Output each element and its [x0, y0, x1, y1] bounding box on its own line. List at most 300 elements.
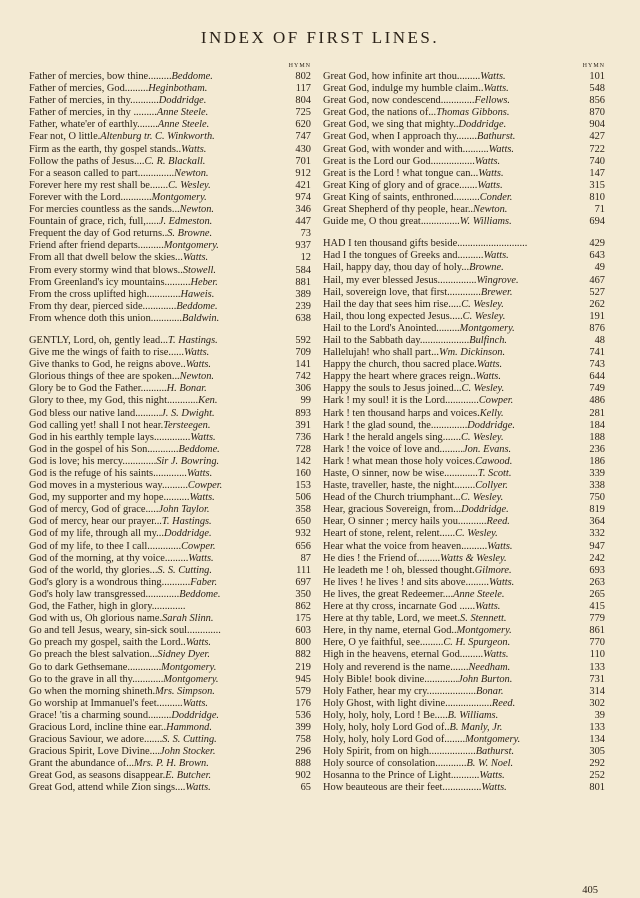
- author-name: Watts.: [487, 540, 513, 552]
- hymn-number: 175: [295, 613, 311, 625]
- index-entry: [323, 601, 605, 613]
- first-line-text: Here at thy cross, incarnate God ......: [323, 601, 476, 613]
- entry-text: [29, 383, 285, 395]
- author-name: T. Scott.: [477, 468, 512, 479]
- entry-text: [323, 528, 579, 540]
- author-name: Newton.: [179, 371, 214, 383]
- index-entry: [29, 456, 311, 468]
- first-line-text: HAD I ten thousand gifts beside...........................: [323, 238, 528, 250]
- first-line-text: Holy, holy, holy Lord God of........: [323, 734, 466, 746]
- author-name: J. Edmeston.: [158, 216, 213, 228]
- index-entry: [29, 516, 311, 528]
- index-entry: [323, 359, 605, 371]
- hymn-number: 644: [589, 371, 605, 383]
- first-line-text: Head of the Church triumphant...: [323, 492, 461, 504]
- index-entry: [29, 686, 311, 698]
- first-line-text: He leadeth me ! oh, blessed thought.: [323, 564, 475, 576]
- author-name: B. Manly, Jr.: [449, 721, 503, 733]
- author-name: Doddridge.: [458, 119, 507, 131]
- first-line-text: Haste, traveller, haste, the night........: [323, 480, 476, 492]
- hymn-number: 758: [295, 734, 311, 746]
- first-line-text: Here at thy table, Lord, we meet.: [323, 613, 461, 625]
- entry-text: [29, 192, 285, 204]
- hymn-number: 315: [589, 179, 605, 191]
- index-entry: [29, 420, 311, 432]
- author-name: Watts.: [481, 782, 507, 794]
- index-entry: [323, 335, 605, 347]
- entry-text: [29, 107, 285, 119]
- author-name: Bonar.: [476, 685, 504, 697]
- author-name: T. Hastings.: [161, 516, 212, 528]
- hymn-number: 536: [295, 709, 311, 721]
- hymn-number: 39: [594, 709, 605, 721]
- hymn-number: 65: [300, 782, 311, 794]
- index-entry: [323, 480, 605, 492]
- first-line-text: From whence doth this union............: [29, 312, 182, 324]
- index-entry: [29, 265, 311, 277]
- entry-text: [323, 192, 579, 204]
- hymn-number: 709: [295, 347, 311, 359]
- entry-text: [29, 240, 285, 252]
- author-name: Beddome.: [171, 71, 213, 82]
- first-line-text: Gracious Lord, incline thine ear..: [29, 721, 167, 733]
- author-name: Montgomery.: [456, 625, 512, 637]
- index-entry: [323, 649, 605, 661]
- first-line-text: Firm as the earth, thy gospel stands..: [29, 143, 182, 155]
- index-entry: [323, 408, 605, 420]
- index-entry: [29, 395, 311, 407]
- hymn-number: 974: [295, 191, 311, 203]
- entry-text: [29, 289, 285, 301]
- author-name: C. H. Spurgeon.: [443, 637, 511, 649]
- hymn-number: 430: [295, 143, 311, 155]
- hymn-number: 73: [300, 228, 311, 240]
- entry-text: [323, 408, 579, 420]
- index-entry: [29, 252, 311, 264]
- first-line-text: Father of mercies, bow thine.........: [29, 71, 172, 82]
- entry-text: [29, 480, 285, 492]
- right-entries: [323, 71, 605, 795]
- first-line-text: God bless our native land..........: [29, 407, 162, 419]
- hymn-number: 263: [589, 576, 605, 588]
- author-name: Cawood.: [475, 455, 513, 467]
- author-name: Watts.: [477, 179, 503, 191]
- first-line-text: Holy source of consolation............: [323, 758, 467, 770]
- index-entry: [29, 289, 311, 301]
- author-name: C. Wesley.: [460, 431, 504, 443]
- hymn-number: 722: [589, 143, 605, 155]
- index-entry: [323, 746, 605, 758]
- entry-text: [29, 371, 285, 383]
- first-line-text: High in the heavens, eternal God.........: [323, 649, 484, 661]
- author-name: Cowper.: [187, 480, 223, 492]
- hymn-number: 467: [589, 274, 605, 286]
- entry-text: [29, 119, 285, 131]
- hymn-number: 856: [589, 95, 605, 107]
- index-entry: [29, 758, 311, 770]
- entry-text: [323, 383, 579, 395]
- hymn-number: 876: [589, 322, 605, 334]
- hymn-number: 893: [295, 407, 311, 419]
- hymn-number: 415: [589, 601, 605, 613]
- entry-text: [29, 144, 285, 156]
- entry-text: [29, 589, 285, 601]
- hymn-number: 219: [295, 661, 311, 673]
- first-line-text: Holy Father, hear my cry...................: [323, 685, 477, 697]
- first-line-text: Great King of saints, enthroned..........: [323, 191, 480, 203]
- hymn-number: 49: [594, 262, 605, 274]
- index-entry: [29, 168, 311, 180]
- hymn-number: 184: [589, 419, 605, 431]
- first-line-text: Here, O ye faithful, see.........: [323, 637, 444, 649]
- hymn-number: 306: [295, 383, 311, 395]
- index-entry: [29, 565, 311, 577]
- entry-text: [323, 649, 579, 661]
- first-line-text: For a season called to part..............: [29, 167, 175, 179]
- hymn-number: 904: [589, 119, 605, 131]
- entry-text: [323, 371, 579, 383]
- hymn-number: 947: [589, 540, 605, 552]
- index-entry: [323, 83, 605, 95]
- author-name: B. W. Noel.: [466, 758, 514, 770]
- entry-text: [29, 637, 285, 649]
- index-entry: [29, 180, 311, 192]
- index-entry: [323, 311, 605, 323]
- entry-text: [29, 601, 285, 613]
- hymn-number: 117: [295, 83, 311, 95]
- index-entry: [323, 144, 605, 156]
- hymn-number: 750: [589, 492, 605, 504]
- first-line-text: Hear, O sinner ; mercy hails you...........: [323, 516, 487, 528]
- index-entry: [323, 119, 605, 131]
- index-entry: [29, 216, 311, 228]
- hymn-number: 87: [300, 552, 311, 564]
- author-name: Wingrove.: [476, 274, 519, 286]
- author-name: Watts.: [182, 697, 208, 709]
- index-entry: [29, 770, 311, 782]
- first-line-text: Father of mercies, in thy...........: [29, 95, 159, 107]
- hymn-number: 153: [295, 480, 311, 492]
- author-name: Sarah Slinn.: [162, 613, 214, 625]
- first-line-text: Forever with the Lord............: [29, 191, 152, 203]
- hymn-number: 862: [295, 601, 311, 613]
- entry-text: [29, 625, 285, 637]
- hymn-number: 302: [589, 697, 605, 709]
- hymn-number: 111: [296, 564, 311, 576]
- hymn-number: 71: [594, 204, 605, 216]
- page-title: INDEX OF FIRST LINES.: [200, 28, 440, 47]
- entry-text: [323, 107, 579, 119]
- index-entry: [323, 287, 605, 299]
- author-name: Reed.: [486, 516, 510, 528]
- right-column: [323, 62, 605, 795]
- first-line-text: Hark ! ten thousand harps and voices.: [323, 407, 480, 419]
- entry-text: [323, 432, 579, 444]
- author-name: Watts.: [182, 252, 209, 264]
- index-entry: [29, 408, 311, 420]
- hymn-number: 364: [589, 516, 605, 528]
- index-entry: [29, 710, 311, 722]
- hymn-number: 160: [295, 468, 311, 479]
- author-name: Browne.: [469, 262, 504, 274]
- first-line-text: Father, whate'er of earthly........: [29, 119, 158, 131]
- author-name: Bathurst.: [476, 131, 516, 143]
- hymn-number: 741: [589, 347, 605, 359]
- hymn-number: 188: [589, 431, 605, 443]
- author-name: Watts.: [185, 782, 211, 794]
- index-entry: [29, 746, 311, 758]
- index-entry: [323, 180, 605, 192]
- author-name: C. Wesley.: [462, 310, 506, 322]
- index-entry: [29, 371, 311, 383]
- author-name: Needham.: [468, 661, 511, 673]
- entry-text: [29, 565, 285, 577]
- hymn-number: 656: [295, 540, 311, 552]
- index-entry: [29, 156, 311, 168]
- author-name: Kelly.: [479, 407, 504, 419]
- index-entry: [29, 228, 311, 240]
- hymn-number: 743: [589, 359, 605, 371]
- hymn-number: 134: [589, 734, 605, 746]
- index-entry: [323, 698, 605, 710]
- author-name: Watts.: [483, 83, 509, 95]
- entry-text: [323, 262, 579, 274]
- index-entry: [29, 301, 311, 313]
- index-entry: [29, 601, 311, 613]
- first-line-text: Hail the day that sees him rise.....: [323, 298, 462, 310]
- hymn-number: 147: [589, 167, 605, 179]
- first-line-text: He dies ! the Friend of.........: [323, 552, 441, 564]
- author-name: Doddridge.: [171, 709, 220, 721]
- first-line-text: Hark ! the herald angels sing.......: [323, 431, 461, 443]
- hymn-number: 801: [589, 782, 605, 794]
- author-name: C. Wesley.: [168, 179, 211, 191]
- index-entry: [323, 299, 605, 311]
- left-entries: [29, 71, 311, 795]
- hymn-number: 110: [589, 649, 605, 661]
- entry-text: [29, 265, 285, 277]
- first-line-text: Glory to thee, my God, this night............: [29, 395, 199, 407]
- hymn-number: 592: [295, 334, 311, 346]
- entry-text: [29, 710, 285, 722]
- index-entry: [29, 577, 311, 589]
- entry-text: [29, 156, 285, 168]
- section-gap: [323, 228, 605, 238]
- author-name: Brewer.: [480, 286, 513, 298]
- entry-text: [29, 782, 285, 794]
- author-name: Baldwin.: [181, 312, 220, 324]
- entry-text: [323, 238, 579, 250]
- index-entry: [323, 577, 605, 589]
- index-entry: [29, 674, 311, 686]
- author-name: Watts.: [475, 601, 501, 613]
- first-line-text: Holy and reverend is the name.......: [323, 661, 469, 673]
- first-line-text: Holy, holy, holy, Lord ! Be.....: [323, 709, 448, 721]
- entry-text: [323, 480, 579, 492]
- author-name: Bathurst.: [475, 746, 515, 758]
- hymn-number: 584: [295, 264, 311, 276]
- first-line-text: From every stormy wind that blows..: [29, 264, 183, 276]
- first-line-text: Go preach my gospel, saith the Lord..: [29, 637, 186, 649]
- index-entry: [323, 662, 605, 674]
- hymn-number: 882: [295, 649, 311, 661]
- hymn-number: 332: [589, 528, 605, 540]
- author-name: Watts.: [474, 155, 501, 167]
- author-name: Montgomery.: [163, 240, 219, 252]
- index-entry: [29, 625, 311, 637]
- index-entry: [323, 395, 605, 407]
- section-gap: [29, 325, 311, 335]
- hymn-number: 358: [295, 504, 311, 516]
- first-line-text: Hark ! the voice of love and.........: [323, 443, 463, 455]
- hymn-number: 742: [295, 371, 311, 383]
- hymn-number: 242: [589, 552, 605, 564]
- first-line-text: From thy dear, pierced side.............: [29, 300, 177, 312]
- hymn-number: 265: [589, 588, 605, 600]
- index-entry: [323, 204, 605, 216]
- author-name: Stowell.: [182, 264, 217, 276]
- first-line-text: Friend after friend departs..........: [29, 240, 164, 252]
- hymn-number: 486: [589, 395, 605, 407]
- index-entry: [29, 107, 311, 119]
- entry-text: [29, 359, 285, 371]
- hymn-number: 731: [589, 673, 605, 685]
- index-entry: [29, 71, 311, 83]
- entry-text: [29, 313, 285, 325]
- entry-text: [323, 131, 579, 143]
- index-entry: [323, 192, 605, 204]
- entry-text: [29, 228, 285, 240]
- index-entry: [323, 541, 605, 553]
- entry-text: [29, 252, 285, 264]
- first-line-text: Gracious Spirit, Love Divine....: [29, 746, 161, 758]
- index-entry: [29, 335, 311, 347]
- author-name: Watts.: [480, 71, 506, 82]
- index-entry: [323, 528, 605, 540]
- hymn-number: 881: [295, 276, 311, 288]
- hymn-number: 427: [589, 131, 605, 143]
- author-name: Heginbotham.: [148, 83, 208, 95]
- author-name: Heber.: [190, 276, 218, 288]
- entry-text: [323, 144, 579, 156]
- entry-text: [323, 565, 579, 577]
- entry-text: [323, 311, 579, 323]
- first-line-text: Holy Ghost, with light divine..................: [323, 697, 492, 709]
- first-line-text: Father of mercies, in thy .........: [29, 107, 157, 119]
- author-name: Hammond.: [166, 721, 212, 733]
- author-name: Reed.: [491, 697, 516, 709]
- first-line-text: From Greenland's icy mountains..........: [29, 276, 191, 288]
- author-name: S. Stennett.: [460, 613, 507, 625]
- hymn-number: 133: [589, 661, 605, 673]
- first-line-text: Go worship at Immanuel's feet..........: [29, 697, 183, 709]
- author-name: Watts.: [190, 431, 216, 443]
- first-line-text: Great God, indulge my humble claim..: [323, 83, 484, 95]
- index-entry: [323, 131, 605, 143]
- entry-text: [323, 553, 579, 565]
- entry-text: [29, 613, 285, 625]
- hymn-number: 819: [589, 504, 605, 516]
- index-entry: [29, 83, 311, 95]
- entry-text: [323, 662, 579, 674]
- author-name: Fellows.: [474, 95, 510, 107]
- entry-text: [323, 782, 579, 794]
- entry-text: [29, 395, 285, 407]
- index-entry: [323, 156, 605, 168]
- first-line-text: God, my supporter and my hope..........: [29, 492, 190, 504]
- first-line-text: Great God, we sing that mighty..: [323, 119, 459, 131]
- hymn-number: 620: [295, 119, 311, 131]
- index-entry: [323, 262, 605, 274]
- author-name: Watts.: [483, 649, 509, 661]
- entry-text: [29, 770, 285, 782]
- entry-text: [29, 468, 285, 480]
- index-entry: [323, 625, 605, 637]
- entry-text: [29, 686, 285, 698]
- index-entry: [29, 553, 311, 565]
- index-entry: [323, 420, 605, 432]
- entry-text: [323, 83, 579, 95]
- author-name: Watts & Wesley.: [440, 552, 507, 564]
- first-line-text: Frequent the day of God returns..: [29, 228, 168, 240]
- author-name: Watts.: [479, 770, 505, 782]
- author-name: Altenburg tr. C. Winkworth.: [100, 131, 215, 143]
- index-entry: [29, 144, 311, 156]
- entry-text: [29, 456, 285, 468]
- author-name: Watts.: [476, 359, 503, 371]
- hymn-number: 292: [589, 758, 605, 770]
- first-line-text: Go to dark Gethsemane.............: [29, 661, 162, 673]
- author-name: Watts.: [478, 167, 504, 179]
- author-name: T. Hastings.: [168, 334, 218, 346]
- hymn-number: 281: [589, 407, 605, 419]
- first-line-text: Grace! 'tis a charming sound.........: [29, 709, 172, 721]
- first-line-text: Great is the Lord ! what tongue can...: [323, 167, 479, 179]
- entry-text: [29, 277, 285, 289]
- first-line-text: God is love; his mercy.............: [29, 455, 157, 467]
- first-line-text: Great Shepherd of thy people, hear..: [323, 204, 474, 216]
- first-line-text: Great God, the nations of...: [323, 107, 437, 119]
- first-line-text: Happy the heart where graces reign..: [323, 371, 476, 383]
- first-line-text: Great God, attend while Zion sings....: [29, 782, 186, 794]
- index-entry: [323, 722, 605, 734]
- author-name: Doddridge.: [467, 419, 515, 431]
- hymn-number: 937: [295, 240, 311, 252]
- hymn-number: 389: [295, 288, 311, 300]
- index-entry: [29, 444, 311, 456]
- hymn-number: 142: [295, 455, 311, 467]
- hymn-number: 399: [295, 721, 311, 733]
- first-line-text: Grant the abundance of...: [29, 758, 135, 770]
- author-name: Beddome.: [176, 300, 218, 312]
- hymn-number: 346: [295, 204, 311, 216]
- index-entry: [29, 432, 311, 444]
- hymn-number: 527: [589, 286, 605, 298]
- hymn-number: 697: [295, 576, 311, 588]
- hymn-number: 252: [589, 770, 605, 782]
- index-entry: [29, 359, 311, 371]
- entry-text: [29, 335, 285, 347]
- index-entry: [323, 782, 605, 794]
- first-line-text: Hear, gracious Sovereign, from...: [323, 504, 462, 516]
- entry-text: [323, 710, 579, 722]
- first-line-text: Great God, as seasons disappear.: [29, 770, 166, 782]
- entry-text: [29, 528, 285, 540]
- first-line-text: God in his earthly temple lays..............: [29, 431, 191, 443]
- index-entry: [323, 504, 605, 516]
- index-entry: [323, 710, 605, 722]
- author-name: Beddome.: [178, 443, 220, 455]
